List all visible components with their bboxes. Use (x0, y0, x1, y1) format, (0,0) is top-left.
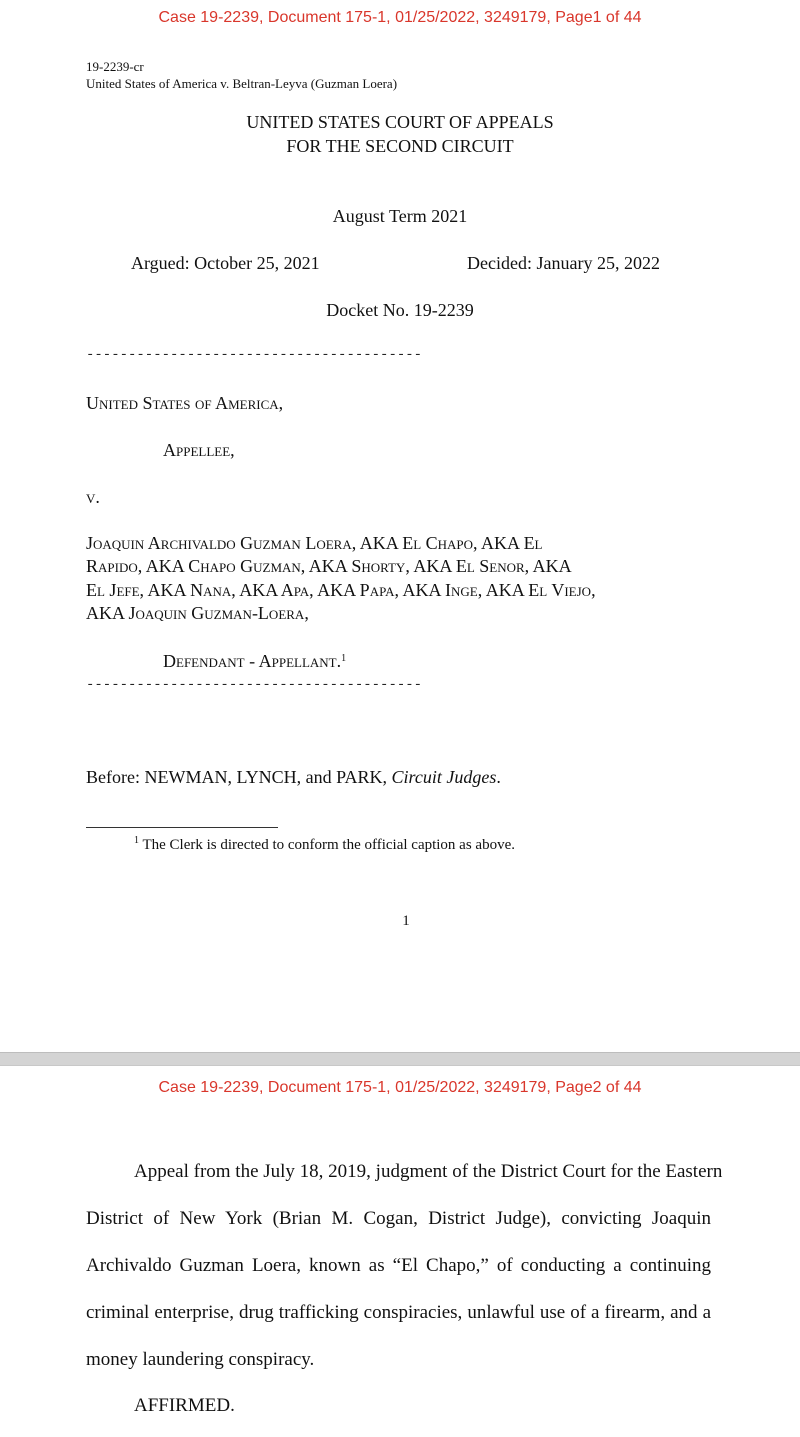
appellant-role-text: Defendant - Appellant. (163, 651, 342, 671)
versus: v. (86, 487, 100, 507)
summary-line-5: money laundering conspiracy. (86, 1349, 315, 1370)
decided-date: Decided: January 25, 2022 (467, 253, 660, 273)
case-short-title: United States of America v. Beltran-Leyva (Guzman Loera) (86, 76, 398, 91)
appellant-role (163, 651, 346, 672)
term: August Term 2021 (332, 206, 468, 226)
summary-line-2: District of New York (Brian M. Cogan, District Judge), convicting Joaquin (86, 1208, 711, 1229)
case-stamp-header: Case 19-2239, Document 175-1, 01/25/2022, 3249179, Page1 of 44 (158, 9, 642, 26)
caption-separator-top: ---------------------------------------- (86, 347, 423, 363)
defendant-name-line-1: Joaquin Archivaldo Guzman Loera, AKA El Chapo, AKA El (86, 533, 543, 553)
document-page-2 (0, 1066, 800, 1437)
footnote-reference: 1 (341, 653, 347, 664)
defendant-name-line-2: Rapido, AKA Chapo Guzman, AKA Shorty, AKA El Senor, AKA (86, 556, 572, 576)
footnote-marker: 1 (134, 835, 139, 846)
footnote (134, 835, 515, 854)
summary-line-3: Archivaldo Guzman Loera, known as “El Chapo,” of conducting a continuing (86, 1255, 711, 1276)
footnote-rule (86, 827, 278, 828)
caption-separator-bottom: ---------------------------------------- (86, 677, 423, 693)
panel-judges-period: . (496, 767, 501, 787)
summary-line-1: Appeal from the July 18, 2019, judgment of the District Court for the Eastern (134, 1161, 723, 1182)
summary-line-4: criminal enterprise, drug trafficking conspiracies, unlawful use of a firearm, and a (86, 1302, 711, 1323)
page-number: 1 (402, 913, 410, 929)
panel-judges-names: Before: NEWMAN, LYNCH, and PARK, (86, 767, 392, 787)
docket-number: Docket No. 19-2239 (326, 300, 474, 320)
page-gap (0, 1052, 800, 1066)
case-stamp-header: Case 19-2239, Document 175-1, 01/25/2022, 3249179, Page2 of 44 (158, 1079, 642, 1096)
docket-short: 19-2239-cr (86, 59, 144, 74)
disposition: AFFIRMED. (134, 1395, 235, 1416)
party-appellee: United States of America, (86, 393, 284, 413)
footnote-text: The Clerk is directed to conform the official caption as above. (142, 837, 515, 853)
argued-date: Argued: October 25, 2021 (131, 253, 320, 273)
court-name-line-2: FOR THE SECOND CIRCUIT (286, 136, 514, 156)
panel-judges-title: Circuit Judges (391, 767, 497, 787)
panel-judges (86, 767, 501, 788)
appellee-role: Appellee, (163, 440, 235, 460)
court-name-line-1: UNITED STATES COURT OF APPEALS (246, 112, 554, 132)
defendant-name-line-3: El Jefe, AKA Nana, AKA Apa, AKA Papa, AKA Inge, AKA El Viejo, (86, 580, 596, 600)
defendant-name-line-4: AKA Joaquin Guzman-Loera, (86, 603, 309, 623)
